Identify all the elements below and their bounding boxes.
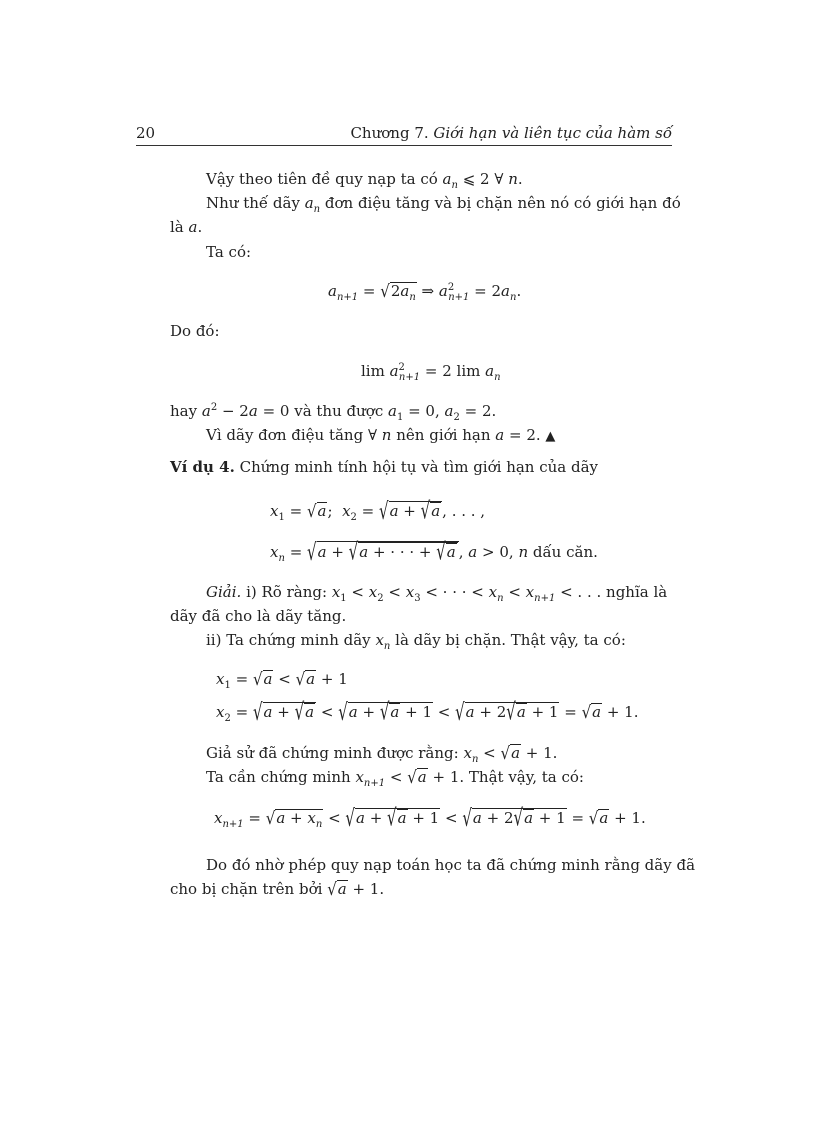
solution-part-i-line2: dãy đã cho là dãy tăng. [170, 607, 347, 625]
paragraph-conclusion-line1: Do đó nhờ phép quy nạp toán học ta đã chứng minh rằng dãy đã [206, 856, 696, 874]
solution-part-ii: ii) Ta chứng minh dãy $x_n$ là dãy bị chặn. Thật vậy, ta có: [206, 631, 626, 652]
example-4-statement: Ví dụ 4. Chứng minh tính hội tụ và tìm giới hạn của dãy [170, 458, 599, 476]
paragraph-conclusion-limit: Vì dãy đơn điệu tăng ∀ n nên giới hạn a = 2. ▲ [206, 426, 556, 444]
equation-recurrence: $a_{n+1} = √2a_n$ ⇒ $a^2_{n+1} = 2a_n$. [328, 280, 522, 303]
end-proof-triangle-icon: ▲ [545, 429, 556, 444]
paragraph-conclusion-line2: cho bị chặn trên bởi √a + 1. [170, 878, 385, 900]
paragraph-to-prove: Ta cần chứng minh $x_{n+1} < √a + 1$. Thật vậy, ta có: [206, 766, 584, 789]
paragraph-assumption: Giả sử đã chứng minh được rằng: $x_n < √a + 1$. [206, 742, 558, 765]
equation-limit: $\lim a^2_{n+1} = 2$ $\lim a_n$ [361, 362, 501, 383]
solution-part-i: Giải. i) Rõ ràng: $x_1 < x_2 < x_3$ < · · · < $x_n < x_{n+1}$ < . . . nghĩa là [206, 583, 668, 604]
chapter-heading: Chương 7. Giới hạn và liên tục của hàm số [350, 124, 672, 142]
running-header [136, 124, 672, 146]
example-label: Ví dụ 4. [170, 458, 235, 476]
paragraph-monotone-line2: là a. [170, 218, 203, 236]
solution-label: Giải. [206, 583, 242, 601]
paragraph-induction: Vậy theo tiên đề quy nạp ta có $a_n$ ⩽ 2 ∀ n. [206, 170, 523, 191]
equation-xn-definition: $x_n = √a + √a$ + · · · + √a , a > 0, n dấu căn. [270, 537, 598, 566]
header-rule [136, 145, 672, 146]
equation-xn1-bound: $x_{n+1} = √a + x_n < √a + √a + 1 < √a + 2√a + 1 = √a + 1$. [214, 803, 646, 832]
paragraph-do-do: Do đó: [170, 322, 220, 340]
paragraph-monotone-line1: Như thế dãy $a_n$ đơn điệu tăng và bị chặn nên nó có giới hạn đó [206, 194, 681, 215]
equation-x2-bound: $x_2 = √a + √a < √a + √a + 1 < √a + 2√a + 1 = √a + 1$. [216, 697, 639, 726]
paragraph-quadratic: hay $a^2 - 2a = 0$ và thu được $a_1 = 0$, $a_2 = 2$. [170, 402, 497, 423]
equation-x1-x2: $x_1 = √a$; $x_2 = √a + √a$ , . . . , [270, 496, 486, 525]
page-number: 20 [136, 124, 156, 142]
equation-x1-bound: $x_1 = √a < √a + 1$ [216, 668, 348, 691]
paragraph-ta-co: Ta có: [206, 243, 252, 261]
